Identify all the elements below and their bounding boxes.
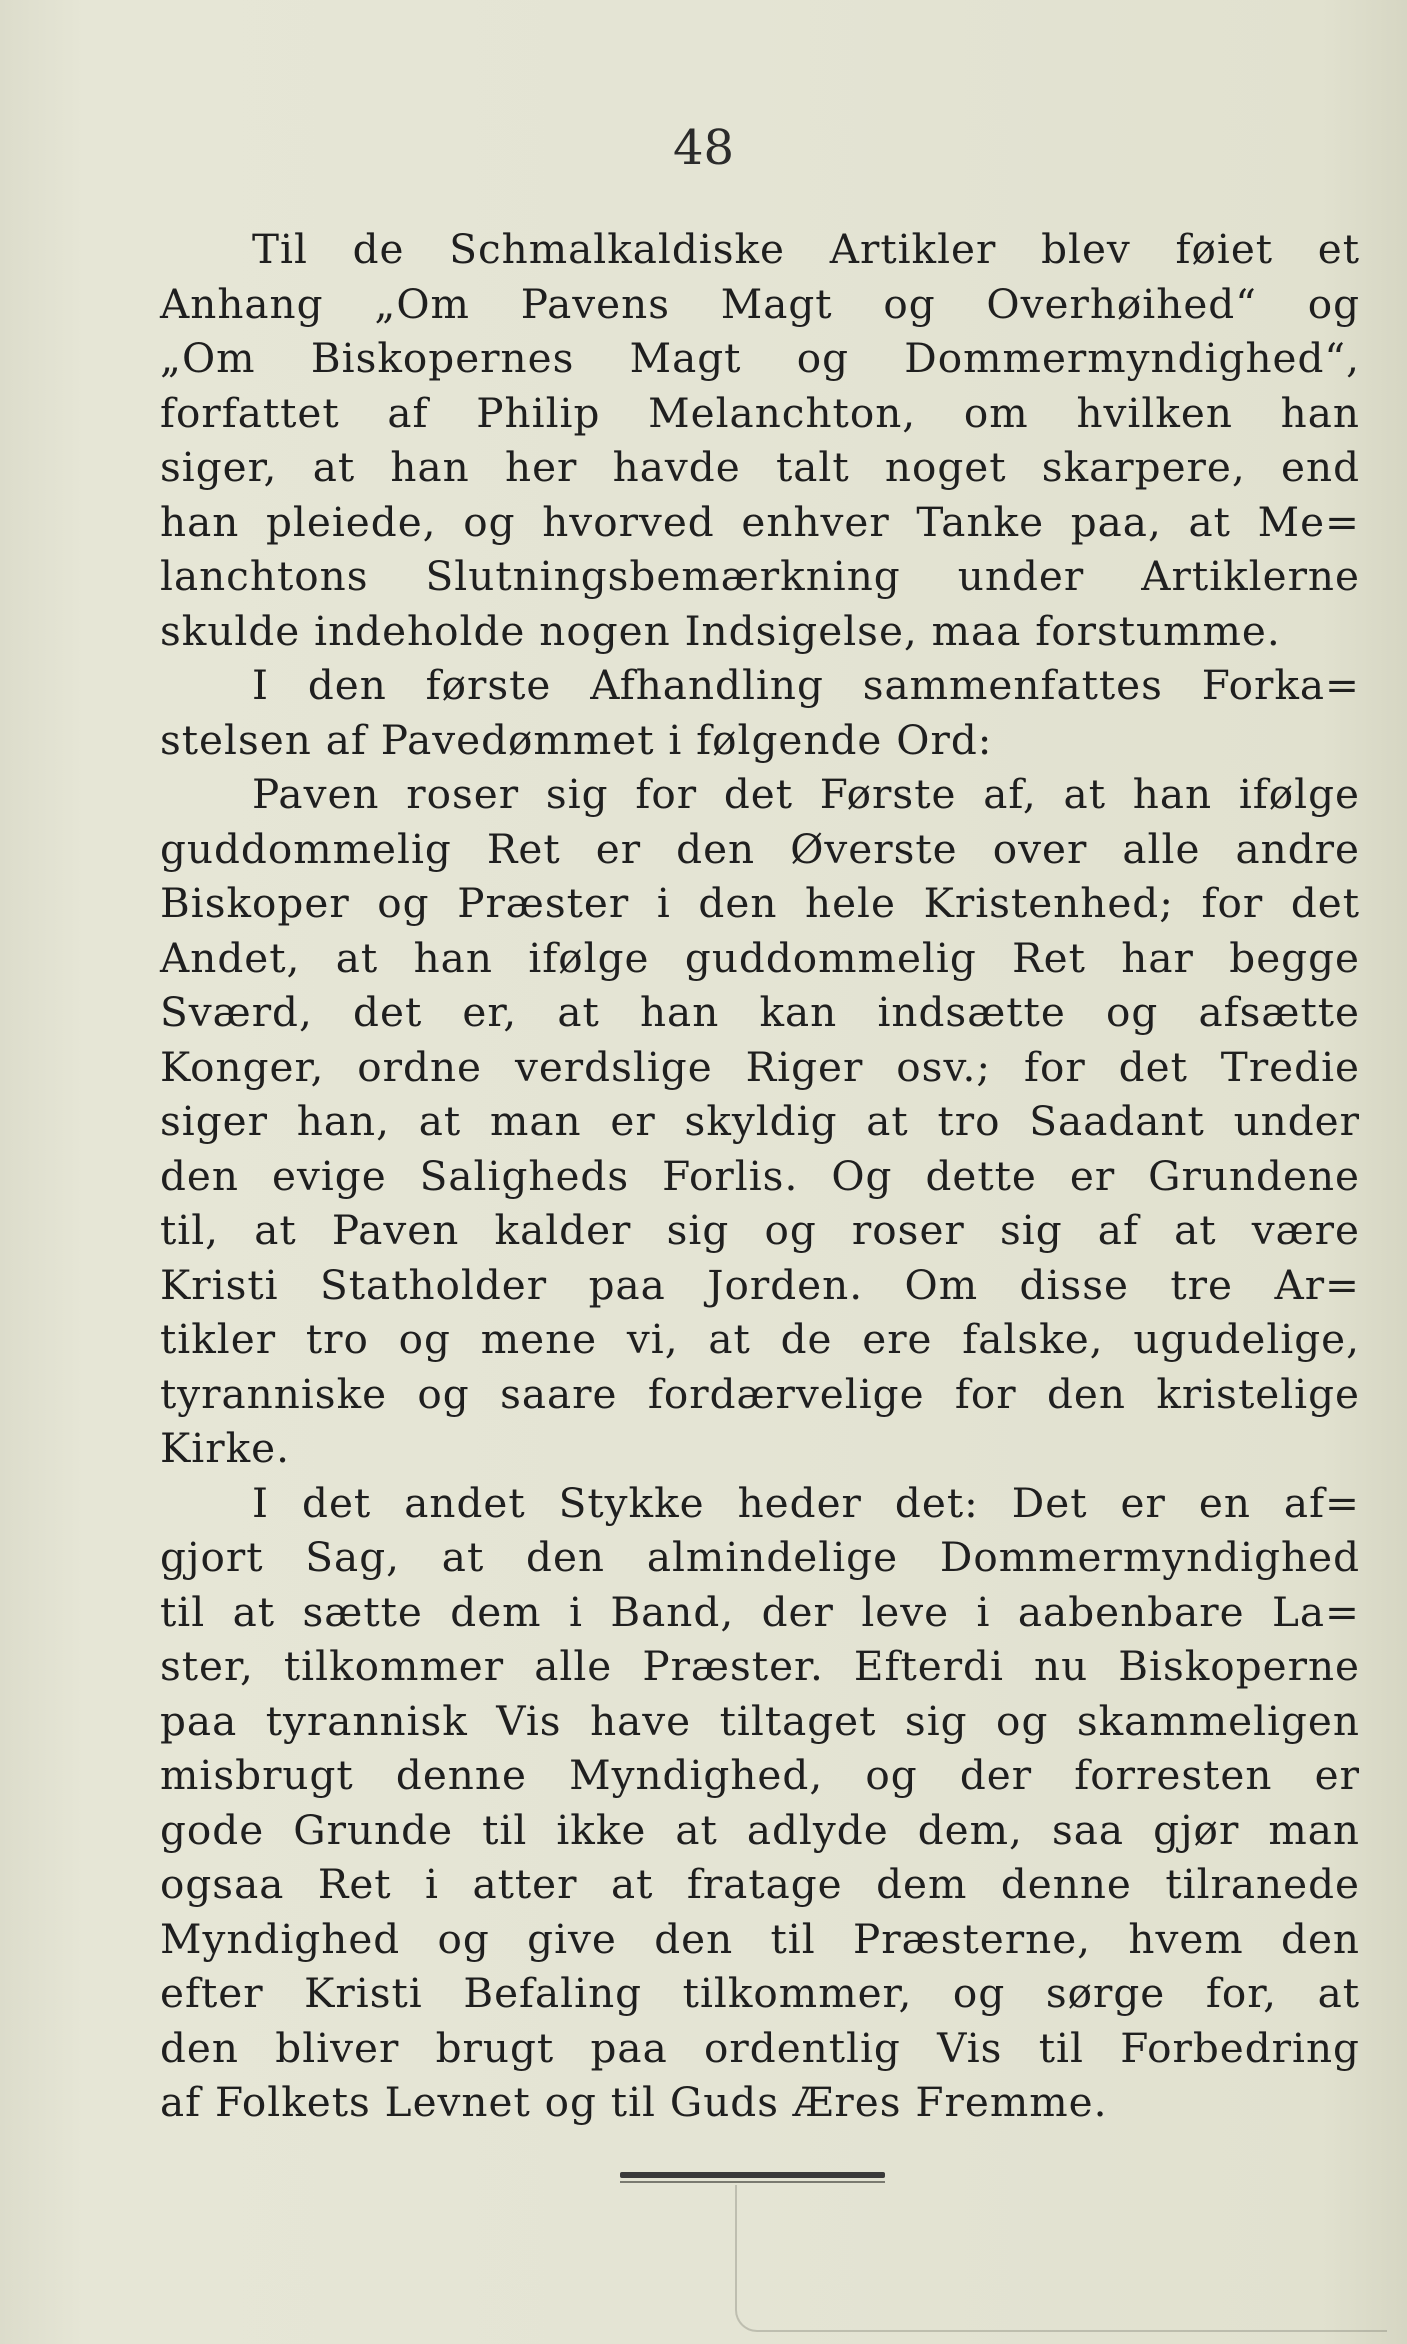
text-line: „Om Biskopernes Magt og Dommermyndighed“, xyxy=(160,334,1360,382)
text-line: gjort Sag, at den almindelige Dommermyndighed xyxy=(160,1533,1360,1581)
text-line: Paven roser sig for det Første af, at han ifølge xyxy=(252,770,1360,818)
text-line: forfattet af Philip Melanchton, om hvilken han xyxy=(160,388,1360,437)
page-number: 48 xyxy=(672,120,735,176)
text-line: til, at Paven kalder sig og roser sig af at være xyxy=(160,1206,1360,1254)
text-line: Anhang „Om Pavens Magt og Overhøihed“ og xyxy=(160,279,1360,328)
text-line: Til de Schmalkaldiske Artikler blev føiet et xyxy=(252,225,1360,273)
text-line: Kristi Statholder paa Jorden. Om disse tre Ar= xyxy=(160,1260,1360,1309)
text-line: Sværd, det er, at han kan indsætte og afsætte xyxy=(160,988,1360,1036)
text-line: Biskoper og Præster i den hele Kristenhed; for det xyxy=(160,879,1360,927)
text-line: Konger, ordne verdslige Riger osv.; for det Tredie xyxy=(160,1042,1360,1091)
show-through-frame xyxy=(735,2185,1387,2332)
closing-rule-thin xyxy=(620,2181,885,2183)
closing-rule xyxy=(620,2172,885,2178)
text-line: af Folkets Levnet og til Guds Æres Fremme. xyxy=(160,2078,1108,2126)
text-line: lanchtons Slutningsbemærkning under Artiklerne xyxy=(160,552,1360,600)
text-line: paa tyrannisk Vis have tiltaget sig og skammeligen xyxy=(160,1696,1360,1745)
text-line: til at sætte dem i Band, der leve i aabenbare La= xyxy=(160,1587,1360,1636)
text-line: I den første Afhandling sammenfattes Forka= xyxy=(252,661,1360,709)
text-line: tikler tro og mene vi, at de ere falske, ugudelige, xyxy=(160,1315,1360,1363)
text-line: ster, tilkommer alle Præster. Efterdi nu Biskoperne xyxy=(160,1642,1360,1690)
body-text xyxy=(160,222,1360,2130)
text-line: siger han, at man er skyldig at tro Saadant under xyxy=(160,1097,1360,1145)
text-line: stelsen af Pavedømmet i følgende Ord: xyxy=(160,715,993,764)
text-line: misbrugt denne Myndighed, og der forresten er xyxy=(160,1751,1360,1799)
text-line: ogsaa Ret i atter at fratage dem denne tilranede xyxy=(160,1860,1360,1908)
text-line: Myndighed og give den til Præsterne, hvem den xyxy=(160,1914,1360,1963)
text-line: skulde indeholde nogen Indsigelse, maa forstumme. xyxy=(160,606,1281,655)
text-line: den bliver brugt paa ordentlig Vis til Forbedring xyxy=(160,2023,1360,2072)
text-line: efter Kristi Befaling tilkommer, og sørge for, at xyxy=(160,1969,1360,2017)
text-line: tyranniske og saare fordærvelige for den kristelige xyxy=(160,1369,1360,1418)
text-line: Kirke. xyxy=(160,1424,290,1472)
text-line: Andet, at han ifølge guddommelig Ret har begge xyxy=(160,933,1360,982)
text-line: siger, at han her havde talt noget skarpere, end xyxy=(160,443,1360,491)
text-line: gode Grunde til ikke at adlyde dem, saa gjør man xyxy=(160,1805,1360,1854)
text-line: den evige Saligheds Forlis. Og dette er Grundene xyxy=(160,1151,1360,1200)
text-line: I det andet Stykke heder det: Det er en af= xyxy=(252,1478,1360,1527)
text-line: han pleiede, og hvorved enhver Tanke paa, at Me= xyxy=(160,497,1360,546)
text-line: guddommelig Ret er den Øverste over alle andre xyxy=(160,824,1360,873)
